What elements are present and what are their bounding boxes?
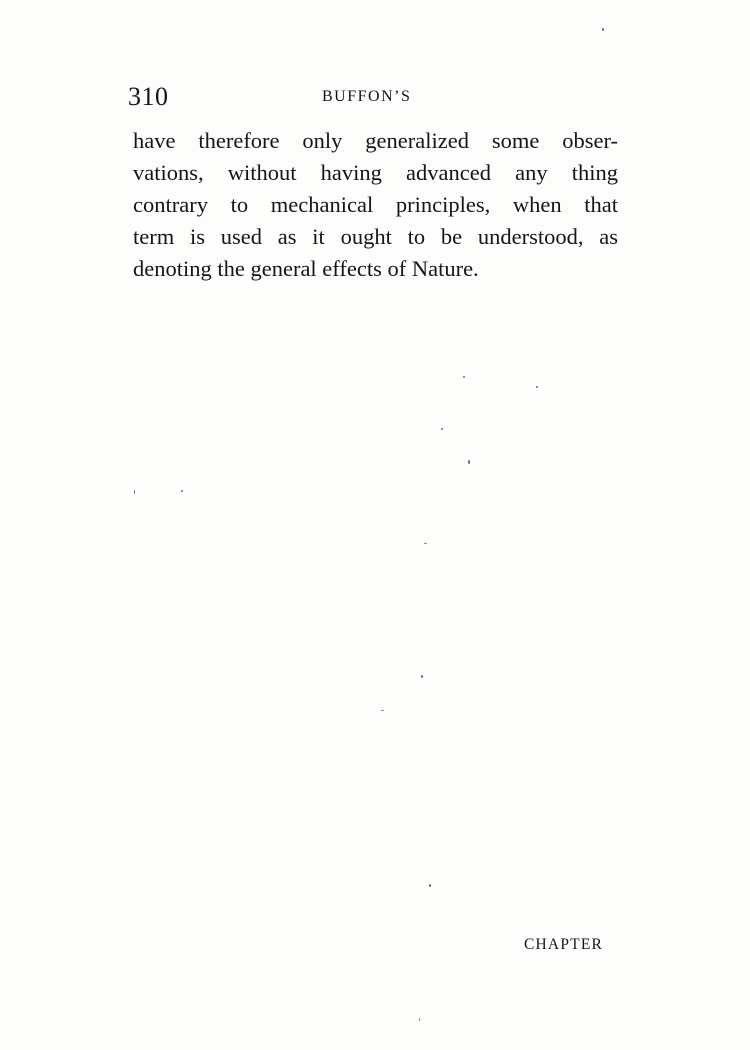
paper-speck bbox=[602, 28, 604, 31]
catchword: CHAPTER bbox=[524, 936, 604, 953]
text-line: vations, without having advanced any thing bbox=[133, 160, 618, 185]
paper-speck bbox=[441, 428, 443, 430]
paper-speck bbox=[429, 884, 431, 887]
paper-speck bbox=[419, 1018, 420, 1021]
running-head: BUFFON’S bbox=[322, 88, 412, 105]
paper-speck bbox=[381, 710, 384, 711]
text-line: term is used as it ought to be understood, as bbox=[133, 224, 618, 249]
paper-speck bbox=[134, 490, 135, 494]
body-paragraph bbox=[133, 125, 618, 285]
page-number: 310 bbox=[128, 82, 169, 111]
text-line: denoting the general effects of Nature. bbox=[133, 256, 479, 281]
paper-speck bbox=[536, 386, 538, 388]
paper-speck bbox=[181, 490, 183, 492]
text-line: contrary to mechanical principles, when that bbox=[133, 192, 618, 217]
paper-speck bbox=[421, 675, 423, 678]
text-line: have therefore only generalized some obser- bbox=[133, 128, 618, 153]
paper-speck bbox=[468, 460, 470, 464]
paper-speck bbox=[463, 376, 465, 378]
paper-speck bbox=[424, 543, 427, 544]
